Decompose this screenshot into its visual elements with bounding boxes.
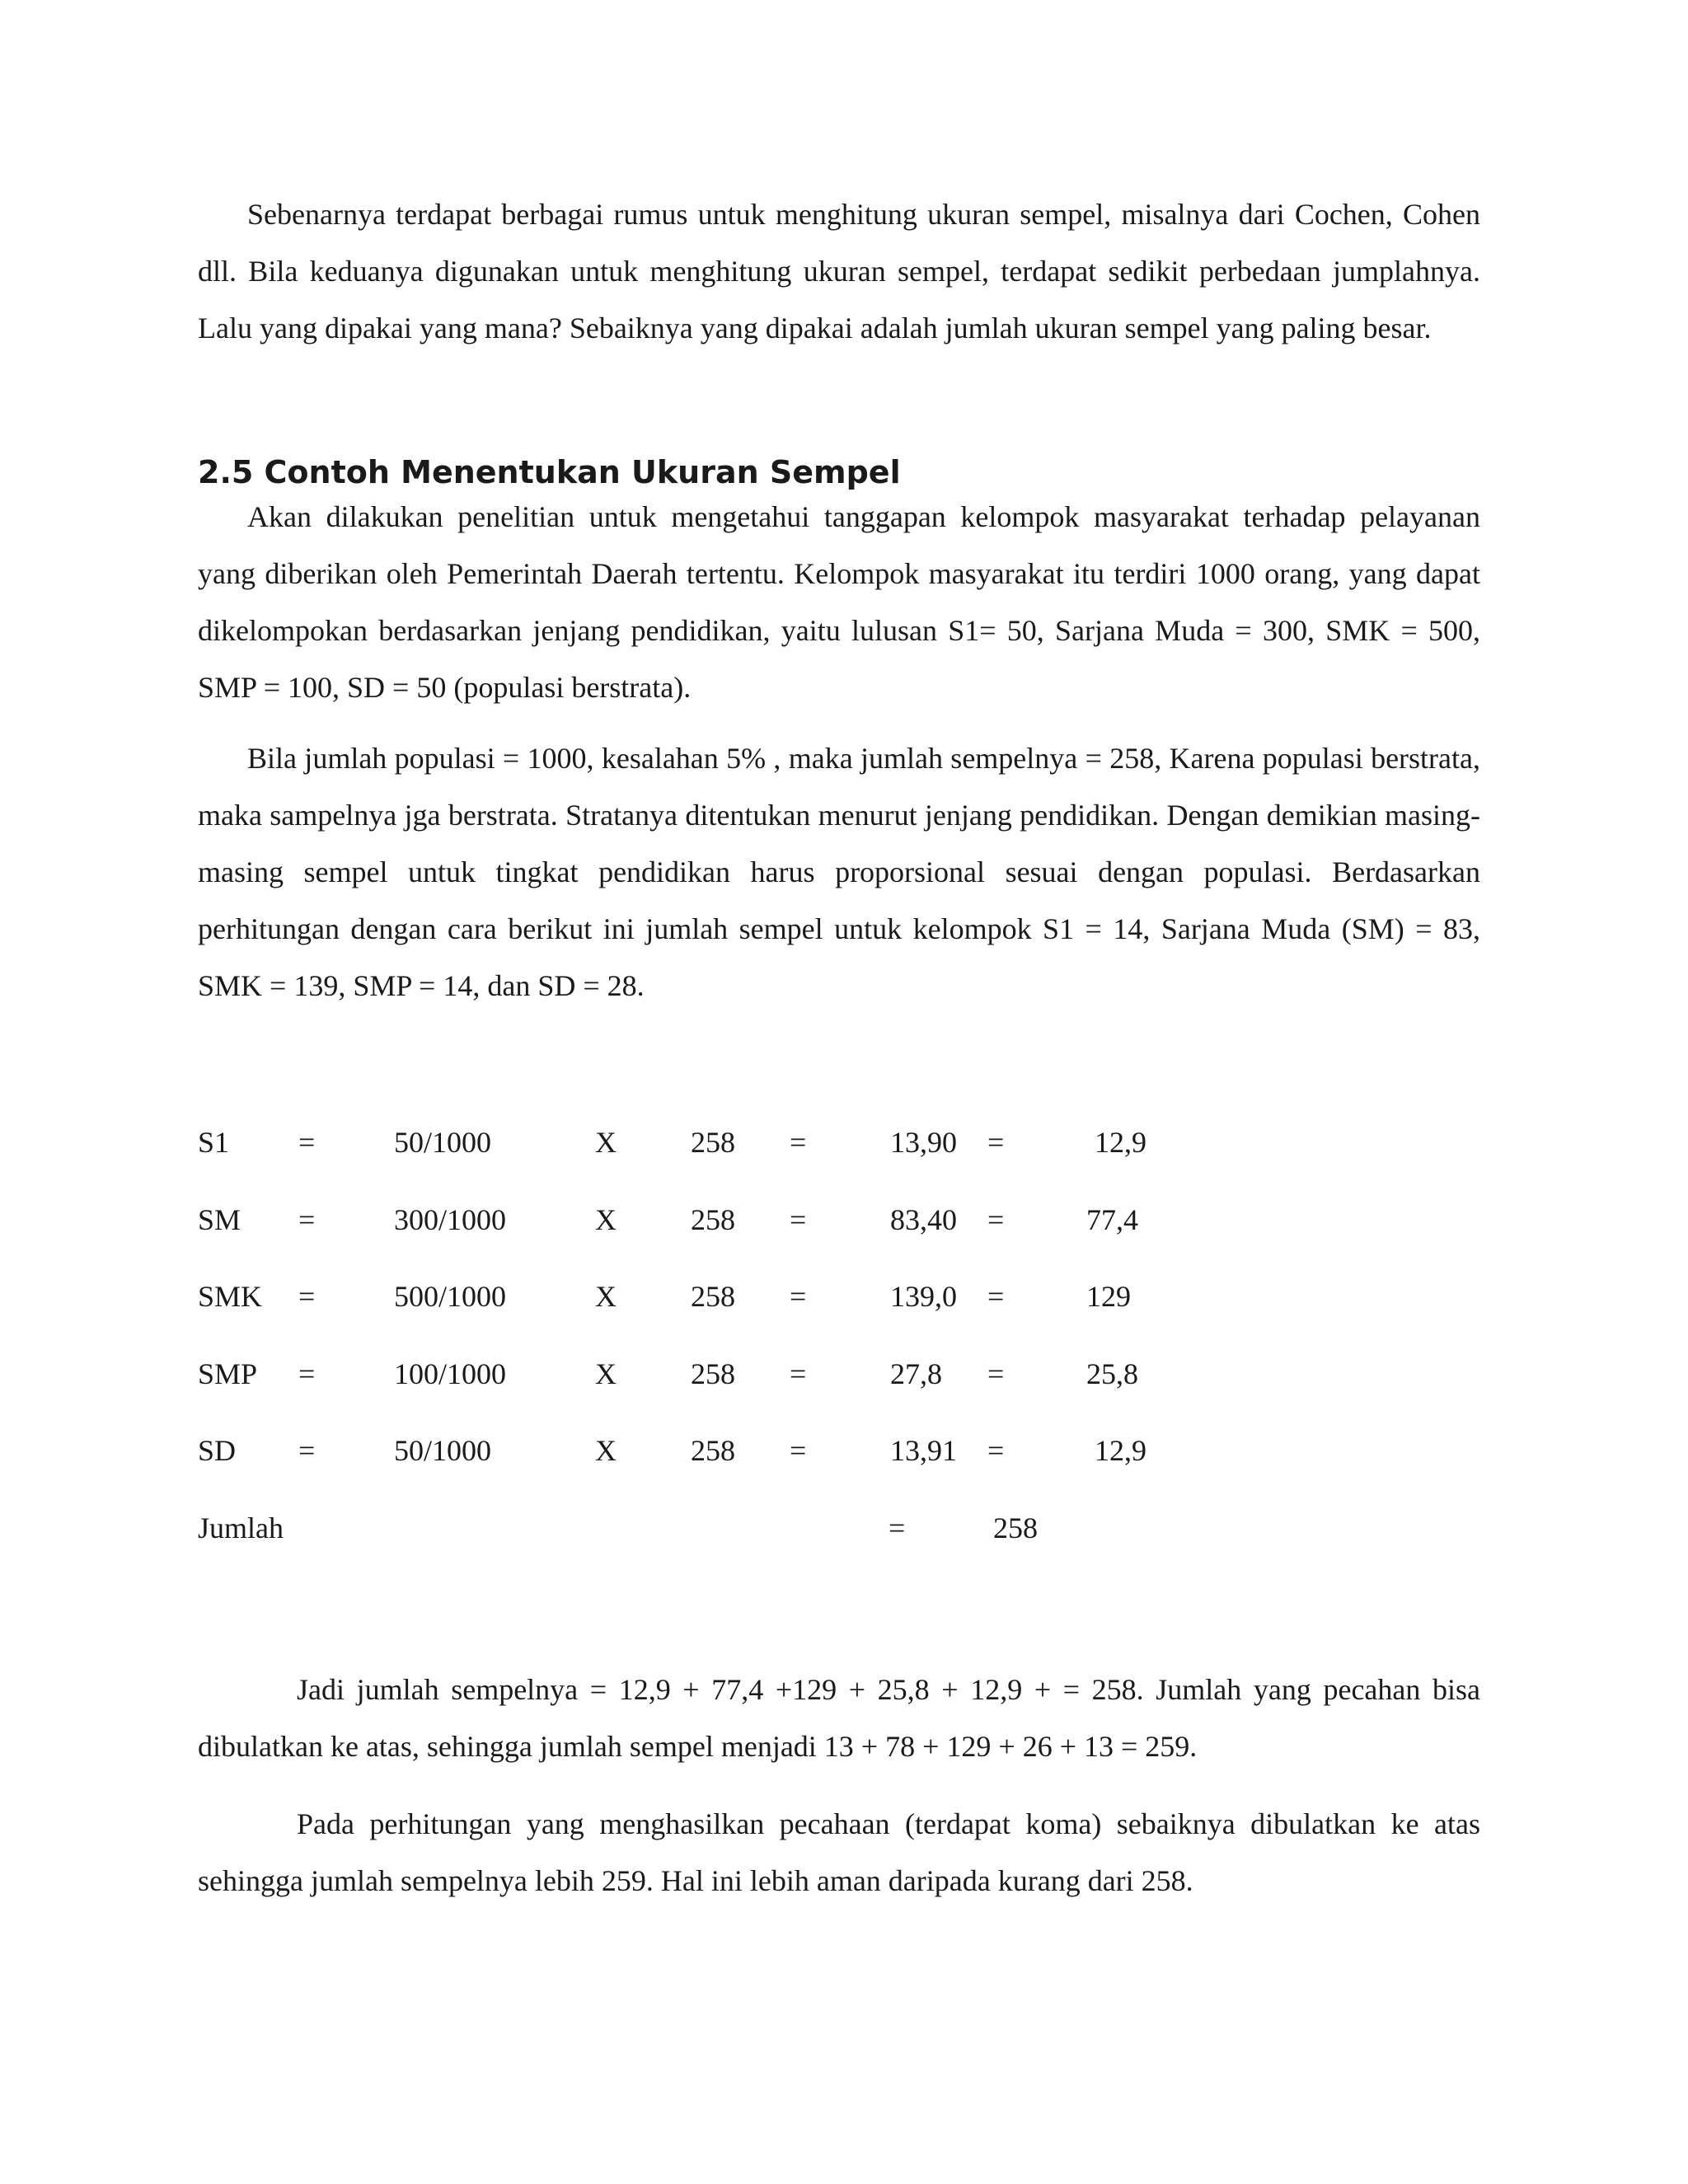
calc-row-equals: = xyxy=(790,1203,807,1236)
intro-paragraph: Sebenarnya terdapat berbagai rumus untuk menghitung ukuran sempel, misalnya dari Cochen, Cohen dll. Bila keduanya digunakan untuk menghitung ukuran sempel, terdapat sedikit perbedaan jumplahnya. Lalu yang dipakai yang mana? Sebaiknya yang dipakai adalah jumlah ukuran sempel yang paling besar. xyxy=(198,198,1480,344)
calc-row-fraction: 50/1000 xyxy=(394,1126,492,1159)
calc-row-equals: = xyxy=(298,1434,316,1467)
calc-row-label: SM xyxy=(198,1203,241,1236)
summary-paragraph: Jadi jumlah sempelnya = 12,9 + 77,4 +129 + 25,8 + 12,9 + = 258. Jumlah yang pecahan bisa dibulatkan ke atas, sehingga jumlah sempel menjadi 13 + 78 + 129 + 26 + 13 = 259. xyxy=(198,1673,1480,1763)
calc-row-times: X xyxy=(595,1434,617,1467)
calc-row-equals: = xyxy=(298,1126,316,1159)
calc-row-fraction: 50/1000 xyxy=(394,1434,492,1467)
calc-row-label: S1 xyxy=(198,1126,230,1159)
calc-row-final: 129 xyxy=(1086,1280,1131,1313)
calc-row-fraction: 500/1000 xyxy=(394,1280,507,1313)
calc-row-label: SMP xyxy=(198,1357,258,1390)
calc-row-equals: = xyxy=(987,1126,1005,1159)
calc-row-final: 25,8 xyxy=(1086,1357,1138,1390)
calc-row-equals: = xyxy=(790,1126,807,1159)
calc-row-equals: = xyxy=(987,1280,1005,1313)
calc-row-times: X xyxy=(595,1280,617,1313)
calc-row-result: 139,0 xyxy=(890,1280,957,1313)
calc-row-equals: = xyxy=(298,1357,316,1390)
calc-row-sample-total: 258 xyxy=(691,1357,735,1390)
calc-row-times: X xyxy=(595,1203,617,1236)
calc-total-value: 258 xyxy=(993,1511,1038,1544)
rounding-note-paragraph: Pada perhitungan yang menghasilkan pecahaan (terdapat koma) sebaiknya dibulatkan ke atas sehingga jumlah sempelnya lebih 259. Hal ini lebih aman daripada kurang dari 258. xyxy=(198,1807,1480,1897)
calc-row-label: SMK xyxy=(198,1280,263,1313)
calc-row-result: 13,90 xyxy=(890,1126,957,1159)
study-description-paragraph: Akan dilakukan penelitian untuk mengetahui tanggapan kelompok masyarakat terhadap pelayanan yang diberikan oleh Pemerintah Daerah tertentu. Kelompok masyarakat itu terdiri 1000 orang, yang dapat dikelompokan berdasarkan jenjang pendidikan, yaitu lulusan S1= 50, Sarjana Muda = 300, SMK = 500, SMP = 100, SD = 50 (populasi berstrata). xyxy=(198,500,1480,704)
calc-row-times: X xyxy=(595,1357,617,1390)
sample-size-paragraph: Bila jumlah populasi = 1000, kesalahan 5% , maka jumlah sempelnya = 258, Karena populasi berstrata, maka sampelnya jga berstrata. Stratanya ditentukan menurut jenjang pendidikan. Dengan demikian masing-masing sempel untuk tingkat pendidikan harus proporsional sesuai dengan populasi. Berdasarkan perhitungan dengan cara berikut ini jumlah sempel untuk kelompok S1 = 14, Sarjana Muda (SM) = 83, SMK = 139, SMP = 14, dan SD = 28. xyxy=(198,742,1480,1002)
calc-row-smp xyxy=(0,1349,1688,1399)
calc-row-label: SD xyxy=(198,1434,237,1467)
calc-row-sample-total: 258 xyxy=(691,1280,735,1313)
calc-row-fraction: 300/1000 xyxy=(394,1203,507,1236)
calc-row-times: X xyxy=(595,1126,617,1159)
calc-row-smk xyxy=(0,1272,1688,1321)
calc-row-fraction: 100/1000 xyxy=(394,1357,507,1390)
calc-row-equals: = xyxy=(790,1280,807,1313)
calc-row-final: 12,9 xyxy=(1095,1434,1146,1467)
calc-row-s1 xyxy=(0,1118,1688,1167)
calc-row-equals: = xyxy=(790,1357,807,1390)
calc-row-result: 13,91 xyxy=(890,1434,957,1467)
section-heading: 2.5 Contoh Menentukan Ukuran Sempel xyxy=(198,454,901,490)
calc-total-label: Jumlah xyxy=(198,1511,284,1544)
calc-row-sample-total: 258 xyxy=(691,1434,735,1467)
calc-row-final: 12,9 xyxy=(1095,1126,1146,1159)
calc-row-result: 27,8 xyxy=(890,1357,942,1390)
calc-row-sm xyxy=(0,1195,1688,1244)
calc-row-equals: = xyxy=(298,1203,316,1236)
calc-row-total xyxy=(0,1503,1688,1553)
calc-row-final: 77,4 xyxy=(1086,1203,1138,1236)
calc-row-equals: = xyxy=(987,1203,1005,1236)
calc-row-equals: = xyxy=(987,1357,1005,1390)
calc-row-equals: = xyxy=(298,1280,316,1313)
calc-row-sample-total: 258 xyxy=(691,1126,735,1159)
calc-row-equals: = xyxy=(790,1434,807,1467)
calc-row-result: 83,40 xyxy=(890,1203,957,1236)
calc-row-equals: = xyxy=(987,1434,1005,1467)
calc-row-sd xyxy=(0,1426,1688,1475)
calc-total-equals: = xyxy=(889,1511,906,1544)
calc-row-sample-total: 258 xyxy=(691,1203,735,1236)
